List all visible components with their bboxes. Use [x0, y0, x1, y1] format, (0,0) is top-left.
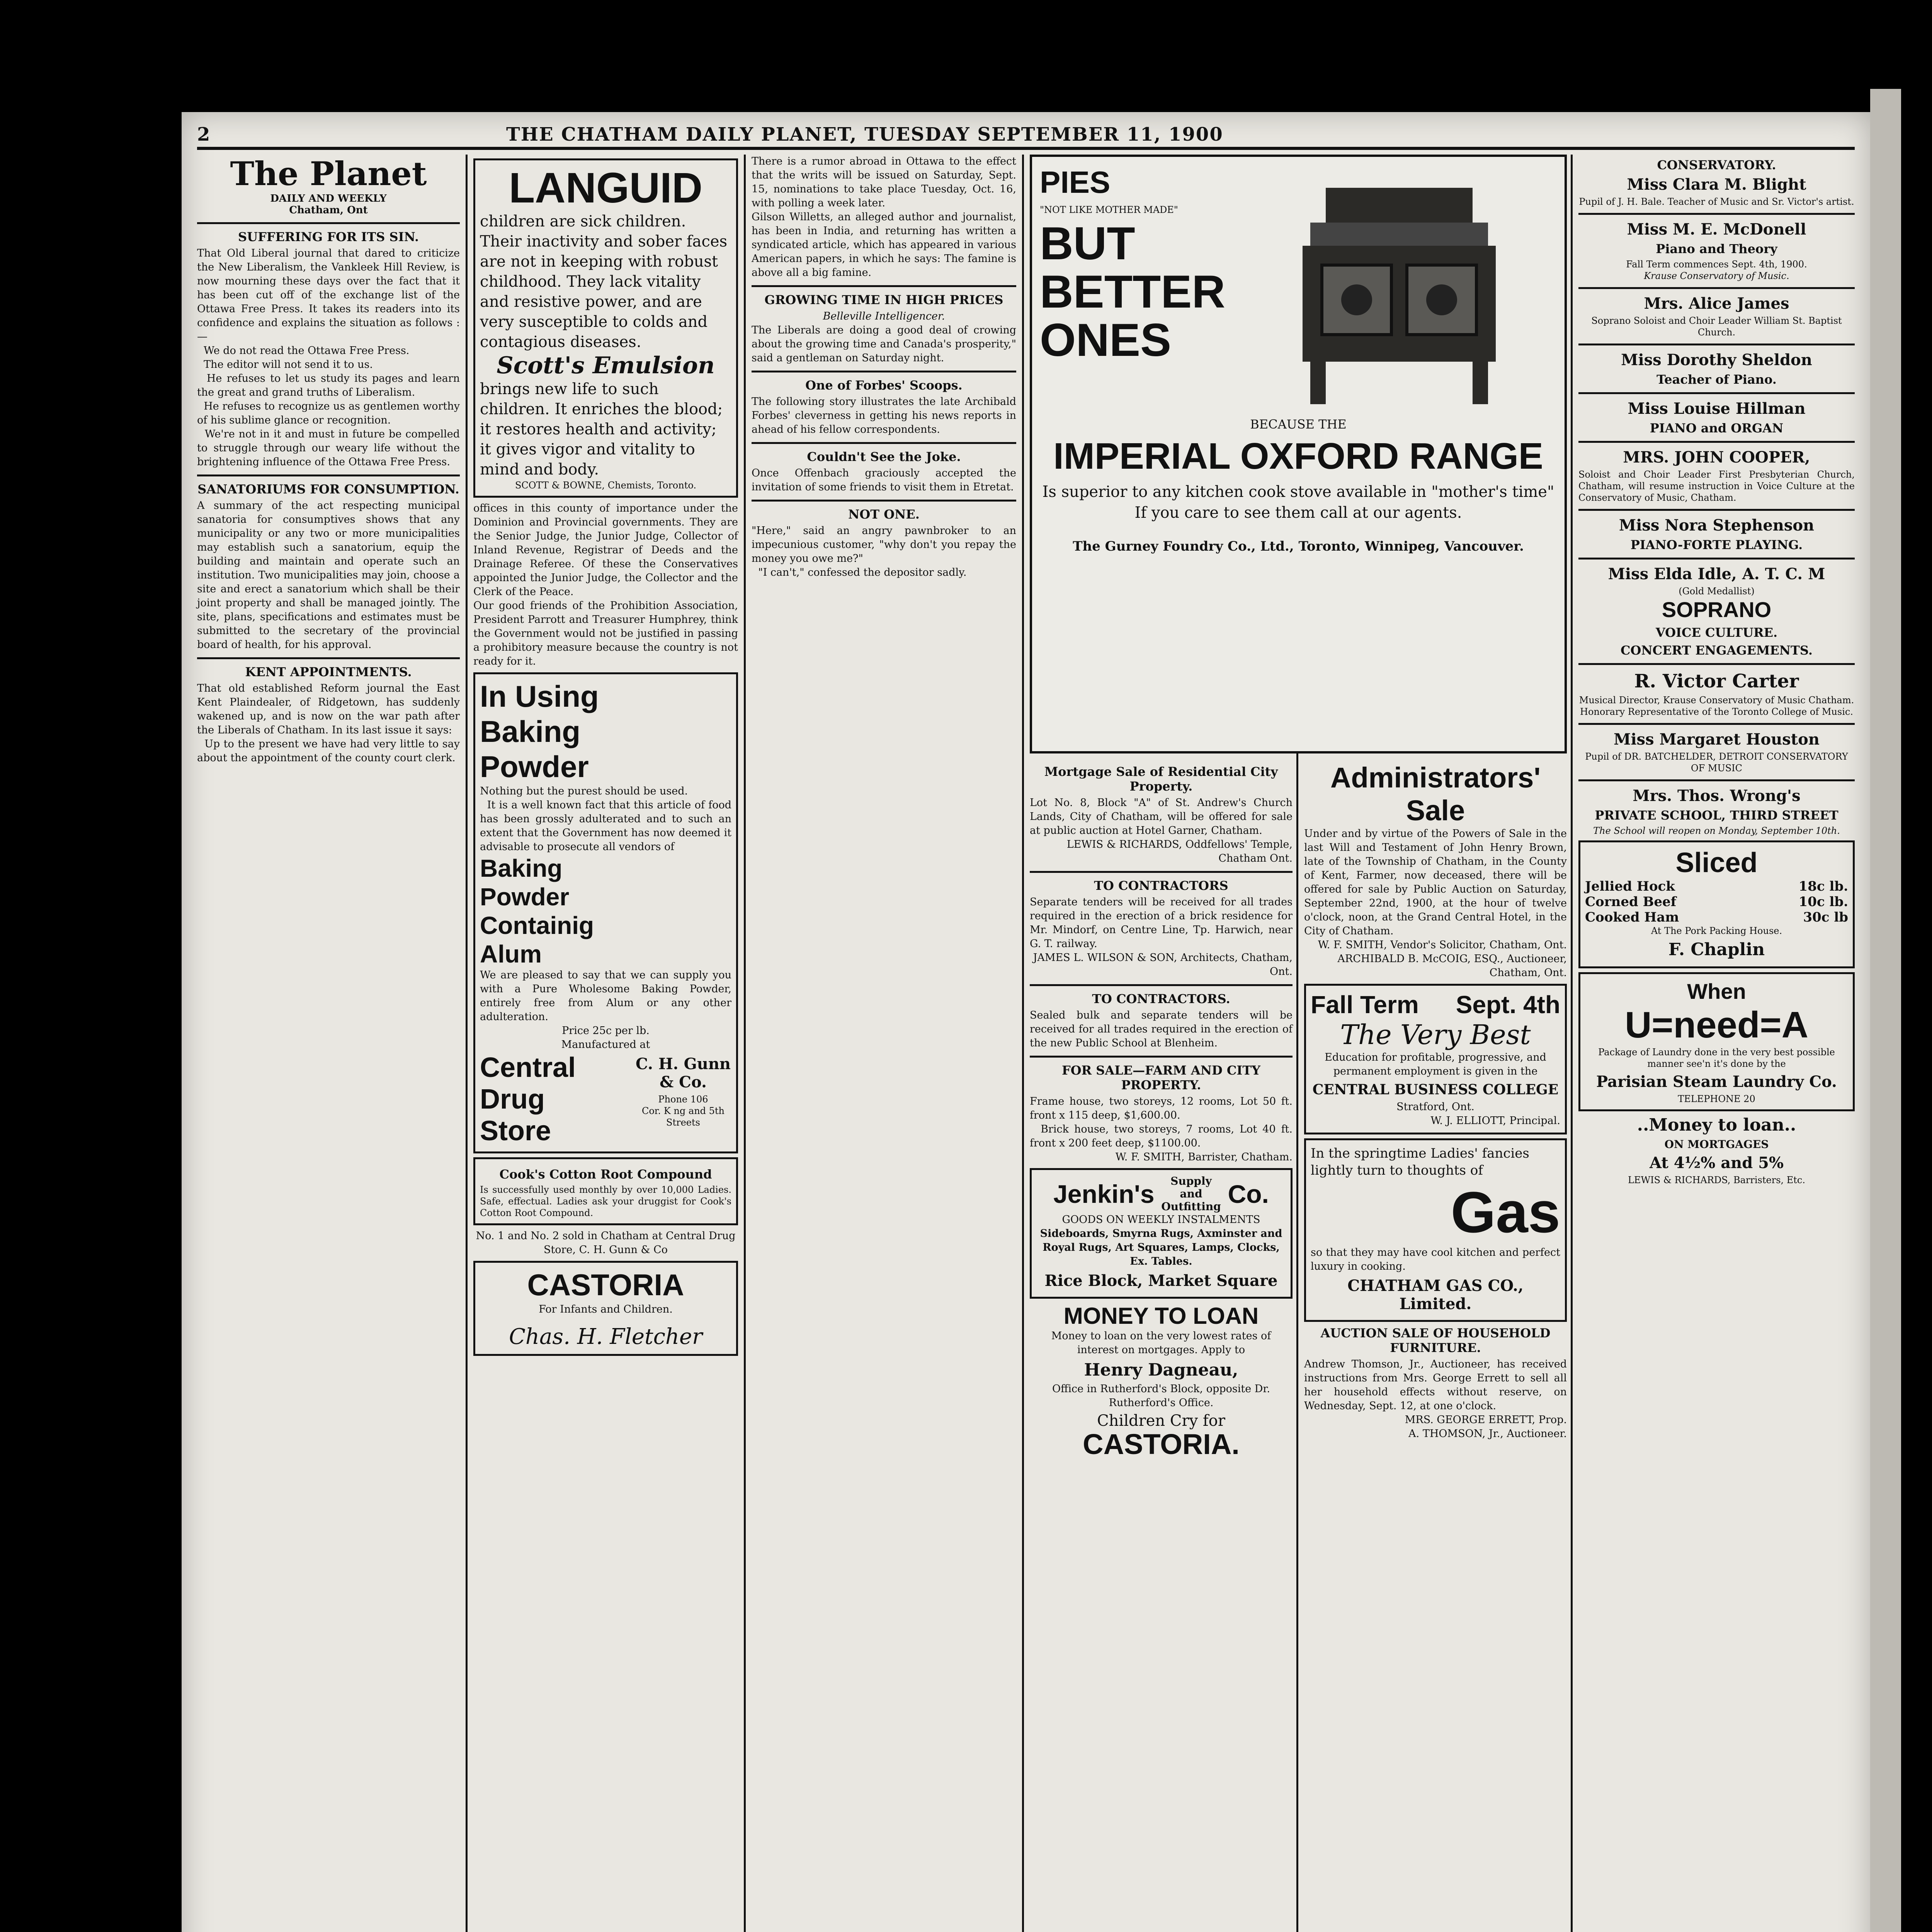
- teacher-name: Mrs. Alice James: [1644, 294, 1789, 313]
- article-body: The Liberals are doing a good deal of crowing about the growing time and Canada's prosperity," said a gentleman on Saturday night.: [752, 324, 1020, 364]
- signature: W. F. SMITH, Barrister, Chatham.: [1115, 1151, 1293, 1163]
- store-owner: C. H. Gunn & Co.: [635, 1055, 731, 1091]
- ad-footer: The Gurney Foundry Co., Ltd., Toronto, Winnipeg, Vancouver.: [1073, 539, 1524, 554]
- article-body: The following story illustrates the late Archibald Forbes' cleverness in getting his news reports in ahead of his fellow correspondents.: [752, 396, 1020, 435]
- article-body: Sealed bulk and separate tenders will be received for all trades required in the erection of the new Public School at Blenheim.: [1030, 1009, 1296, 1049]
- teacher-info: SOPRANO: [1662, 597, 1772, 622]
- ad-footer: Rice Block, Market Square: [1044, 1272, 1278, 1290]
- article-heading: Couldn't See the Joke.: [807, 449, 961, 464]
- ad-headline: Fall Term: [1311, 991, 1419, 1019]
- ad-name: CENTRAL BUSINESS COLLEGE: [1312, 1082, 1559, 1098]
- price-row: [1585, 894, 1848, 910]
- signature: MRS. GEORGE ERRETT, Prop.: [1405, 1414, 1567, 1426]
- ad-headline: IMPERIAL OXFORD RANGE: [1053, 435, 1543, 477]
- column-rule: [744, 155, 746, 1932]
- signature: A. THOMSON, Jr., Auctioneer.: [1408, 1428, 1567, 1440]
- ad-body: We are pleased to say that we can supply you with a Pure Wholesome Baking Powder, entirely free from Alum or any other adulteration.: [480, 969, 735, 1023]
- signature: W. J. ELLIOTT, Principal.: [1430, 1115, 1560, 1127]
- divider: [1578, 392, 1855, 394]
- item-price: 18c lb.: [1798, 879, 1848, 894]
- article-body: Frame house, two storeys, 12 rooms, Lot 50 ft. front x 115 deep, $1,600.00. Brick house, two storeys, 7 rooms, Lot 40 ft. front x 200 feet deep, $1100.00.: [1030, 1095, 1293, 1149]
- ad-phone: TELEPHONE 20: [1678, 1094, 1755, 1104]
- teacher-info: PIANO-FORTE PLAYING.: [1630, 537, 1803, 552]
- teacher-info: Pupil of J. H. Bale. Teacher of Music and Sr. Victor's artist.: [1579, 196, 1854, 207]
- ad-headline: Containig: [480, 912, 594, 939]
- article-body: Andrew Thomson, Jr., Auctioneer, has received instructions from Mrs. George Errett to sell all her household effects without reserve, on Wednesday, Sept. 12, at one o'clock.: [1304, 1358, 1570, 1412]
- ad-headline: At 4½% and 5%: [1650, 1154, 1784, 1172]
- divider: [1578, 663, 1855, 665]
- ad-headline: BETTER: [1040, 266, 1225, 318]
- teacher-info: CONCERT ENGAGEMENTS.: [1621, 643, 1813, 658]
- ad-body: so that they may have cool kitchen and perfect luxury in cooking.: [1311, 1247, 1564, 1272]
- cotton-root-ad: [473, 1157, 738, 1225]
- paper-title: The Planet: [230, 155, 427, 193]
- divider: [197, 474, 460, 476]
- teacher-info: (Gold Medallist): [1679, 586, 1755, 597]
- column-2: [473, 155, 742, 1932]
- ad-headline: LANGUID: [509, 164, 703, 212]
- column-5: [1304, 761, 1570, 1932]
- divider: [1578, 213, 1855, 215]
- ad-sub: GOODS ON WEEKLY INSTALMENTS: [1062, 1214, 1260, 1226]
- article-heading: SUFFERING FOR ITS SIN.: [238, 230, 419, 244]
- article-heading: NOT ONE.: [848, 507, 920, 522]
- ad-address: Office in Rutherford's Block, opposite Dr. Rutherford's Office.: [1052, 1383, 1274, 1409]
- baking-powder-ad: [473, 672, 738, 1153]
- article-body: Gilson Willetts, an alleged author and journalist, has been in India, and returning has written a syndicated article, which has appeared in various American papers, in which he says: The famine is above all a big famine.: [752, 211, 1020, 279]
- ad-headline: MONEY TO LOAN: [1063, 1303, 1259, 1329]
- article-heading: One of Forbes' Scoops.: [805, 378, 963, 393]
- article-body: Lot No. 8, Block "A" of St. Andrew's Church Lands, City of Chatham, will be offered for sale at public auction at Hotel Garner, Chatham.: [1030, 797, 1296, 837]
- article-heading: SANATORIUMS FOR CONSUMPTION.: [197, 482, 459, 497]
- divider: [752, 371, 1016, 372]
- article-heading: Mortgage Sale of Residential City Property.: [1044, 764, 1278, 794]
- ad-headline: Baking: [480, 854, 563, 882]
- teacher-info: PRIVATE SCHOOL, THIRD STREET: [1595, 808, 1838, 823]
- price-row: [1585, 879, 1848, 894]
- column-1: [197, 155, 463, 1932]
- divider: [1578, 723, 1855, 725]
- business-college-ad: [1304, 984, 1567, 1134]
- divider: [1578, 287, 1855, 289]
- teacher-name: MRS. JOHN COOPER,: [1623, 448, 1810, 466]
- ad-name: CHATHAM GAS CO., Limited.: [1347, 1277, 1524, 1313]
- ad-body: In the springtime Ladies' fancies lightly turn to thoughts of: [1311, 1146, 1534, 1178]
- store-name: Central: [480, 1052, 576, 1083]
- ad-price: Price 25c per lb.: [562, 1025, 650, 1037]
- teacher-name: Mrs. Thos. Wrong's: [1633, 787, 1801, 805]
- ad-note: Manufactured at: [561, 1039, 650, 1051]
- ad-name: F. Chaplin: [1668, 940, 1765, 959]
- ad-sub: BECAUSE THE: [1250, 417, 1347, 432]
- ad-body: Money to loan on the very lowest rates of interest on mortgages. Apply to: [1051, 1330, 1274, 1356]
- ad-headline: ONES: [1040, 314, 1172, 366]
- oxford-range-ad: [1030, 155, 1567, 753]
- ad-name: Henry Dagneau,: [1084, 1360, 1238, 1380]
- signature: ARCHIBALD B. McCOIG, ESQ., Auctioneer, Chatham, Ont.: [1337, 953, 1570, 979]
- price-row: [1585, 910, 1848, 925]
- ad-place: Stratford, Ont.: [1396, 1101, 1475, 1113]
- ad-sub: Supply and Outfitting: [1161, 1175, 1221, 1213]
- ad-note: At The Pork Packing House.: [1651, 925, 1782, 936]
- divider: [197, 657, 460, 659]
- ad-body: Education for profitable, progressive, and permanent employment is given in the: [1325, 1051, 1550, 1077]
- teacher-info: Musical Director, Krause Conservatory of Music Chatham. Honorary Representative of the Toronto College of Music.: [1579, 695, 1857, 717]
- ad-headline: Gas: [1451, 1180, 1560, 1245]
- teacher-info: Pupil of DR. BATCHELDER, DETROIT CONSERVATORY OF MUSIC: [1585, 751, 1851, 774]
- signature: LEWIS & RICHARDS, Barristers, Etc.: [1628, 1175, 1805, 1185]
- article-body: Once Offenbach graciously accepted the invitation of some friends to visit them in Etretat.: [752, 467, 1020, 493]
- ad-headline: PIES: [1040, 165, 1111, 199]
- store-name: Store: [480, 1116, 551, 1146]
- divider: [1578, 344, 1855, 345]
- divider: [1578, 441, 1855, 443]
- article-heading: GROWING TIME IN HIGH PRICES: [764, 293, 1003, 307]
- item-price: 30c lb: [1803, 910, 1848, 925]
- ad-headline: CASTORIA.: [1083, 1428, 1240, 1460]
- gas-ad: [1304, 1138, 1567, 1322]
- teacher-info: VOICE CULTURE.: [1655, 625, 1778, 640]
- divider: [1578, 509, 1855, 511]
- ad-body: brings new life to such children. It enriches the blood; it restores health and activity; it gives vigor and vitality to mind and body.: [480, 380, 728, 478]
- ad-body: Package of Laundry done in the very best possible manner see'n it's done by the: [1598, 1047, 1838, 1069]
- jenkins-ad: [1030, 1168, 1293, 1299]
- ad-headline: Powder: [480, 750, 589, 784]
- ad-headline: U=need=A: [1625, 1004, 1808, 1046]
- column-6: [1578, 155, 1858, 1932]
- ad-footer: SCOTT & BOWNE, Chemists, Toronto.: [515, 480, 697, 491]
- teacher-name: Miss Clara M. Blight: [1627, 175, 1806, 194]
- page-edge: [1870, 89, 1901, 1932]
- scotts-emulsion-ad: [473, 158, 738, 498]
- teacher-info: Fall Term commences Sept. 4th, 1900.: [1626, 259, 1807, 270]
- article-body: There is a rumor abroad in Ottawa to the effect that the writs will be issued on Saturday, Sept. 15, nominations to take place Tuesday, Oct. 16, with polling a week later.: [752, 155, 1020, 209]
- divider: [752, 500, 1016, 502]
- teacher-info: Teacher of Piano.: [1656, 372, 1777, 387]
- item-name: Cooked Ham: [1585, 910, 1679, 925]
- ad-headline: Powder: [480, 883, 570, 911]
- item-price: 10c lb.: [1798, 894, 1848, 910]
- ad-sub: ON MORTGAGES: [1664, 1138, 1769, 1151]
- item-name: Jellied Hock: [1585, 879, 1675, 894]
- divider: [1030, 871, 1293, 873]
- teacher-name: Miss M. E. McDonell: [1627, 220, 1806, 238]
- paper-subtitle: DAILY AND WEEKLY: [270, 193, 387, 204]
- paper-place: Chatham, Ont: [289, 204, 368, 216]
- ad-headline: Co.: [1228, 1179, 1269, 1208]
- signature: W. F. SMITH, Vendor's Solicitor, Chatham, Ont.: [1318, 939, 1567, 951]
- section-heading: CONSERVATORY.: [1657, 158, 1776, 172]
- article-body: That Old Liberal journal that dared to criticize the New Liberalism, the Vankleek Hill Review, is now mourning these days over the fact that it has been cut off of the exchange list of the Ottawa Free Press. It takes its readers into its confidence and explains the situation as follows :— We do not read the Ottawa Free Press. The editor will not send it to us. He refuses to let us study its pages and learn the great and grand truths of Liberalism. He refuses to recognize us as gentlemen worthy of his sublime glance or recognition. We're not in it and must in future be compelled to struggle through our weary life without the brightening influence of the Ottawa Free Press.: [197, 247, 460, 468]
- ad-headline: ..Money to loan..: [1637, 1115, 1796, 1135]
- article-body: That old established Reform journal the East Kent Plaindealer, of Ridgetown, has suddenly wakened up, and is now on the war path after the Liberals of Chatham. In its last issue it says: Up to the present we have had very little to say about the appointment of the county court clerk.: [197, 682, 460, 764]
- masthead-bar: [197, 124, 1855, 150]
- ad-headline: Cook's Cotton Root Compound: [499, 1167, 712, 1182]
- masthead: THE CHATHAM DAILY PLANET, TUESDAY SEPTEMBER 11, 1900: [506, 124, 1223, 145]
- ad-note: No. 1 and No. 2 sold in Chatham at Central Drug Store, C. H. Gunn & Co: [476, 1230, 739, 1256]
- ad-headline: Alum: [480, 940, 542, 968]
- divider: [197, 222, 460, 224]
- divider: [1578, 558, 1855, 560]
- ad-headline: Baking: [480, 714, 581, 748]
- signature: LEWIS & RICHARDS, Oddfellows' Temple, Chatham Ont.: [1066, 838, 1296, 864]
- article-body: Under and by virtue of the Powers of Sale in the last Will and Testament of John Henry Brown, late of the Township of Chatham, in the County of Kent, Farmer, now deceased, there will be offered for sale by Public Auction on Saturday, September 22nd, 1900, at the hour of twelve o'clock, noon, at the Grand Central Hotel, in the City of Chatham.: [1304, 828, 1570, 937]
- article-heading: TO CONTRACTORS: [1094, 878, 1228, 893]
- ad-headline: When: [1687, 979, 1746, 1003]
- ad-body: Is superior to any kitchen cook stove available in "mother's time" If you care to see them call at our agents.: [1042, 483, 1560, 522]
- column-4: [1030, 761, 1296, 1932]
- ad-body: Nothing but the purest should be used. It is a well known fact that this article of food has been grossly adulterated and to such an extent that the Government has now deemed it advisable to prosecute all vendors of: [480, 785, 731, 853]
- teacher-name: Miss Nora Stephenson: [1619, 516, 1815, 534]
- store-address: Cor. K ng and 5th Streets: [641, 1105, 725, 1128]
- teacher-info: Krause Conservatory of Music.: [1644, 270, 1789, 281]
- teacher-info: Piano and Theory: [1656, 242, 1777, 256]
- signature: Chas. H. Fletcher: [509, 1324, 702, 1349]
- article-body: "Here," said an angry pawnbroker to an impecunious customer, "why don't you repay the money you owe me?" "I can't," confessed the depositor sadly.: [752, 525, 1016, 578]
- column-rule: [1571, 155, 1573, 1932]
- ad-body: children are sick children. Their inactivity and sober faces are not in keeping with robust childhood. They lack vitality and resistive power, and are very susceptible to colds and contagious diseases.: [480, 213, 732, 351]
- ad-brand: Scott's Emulsion: [497, 352, 715, 379]
- ad-sub: "NOT LIKE MOTHER MADE": [1040, 204, 1178, 215]
- teacher-name: Miss Dorothy Sheldon: [1621, 351, 1812, 369]
- teacher-info: Soloist and Choir Leader First Presbyterian Church, Chatham, will resume instruction in Voice Culture at the Conservatory of Music, Chatham.: [1578, 469, 1858, 503]
- column-rule: [466, 155, 468, 1932]
- ad-headline: Sept. 4th: [1456, 991, 1560, 1019]
- divider: [1030, 1056, 1293, 1058]
- ad-headline: BUT: [1040, 218, 1135, 269]
- article-heading: TO CONTRACTORS.: [1092, 992, 1230, 1006]
- signature: JAMES L. WILSON & SON, Architects, Chatham, Ont.: [1033, 952, 1296, 978]
- teacher-name: Miss Margaret Houston: [1614, 730, 1820, 748]
- ad-body: Is successfully used monthly by over 10,000 Ladies. Safe, effectual. Ladies ask your druggist for Cook's Cotton Root Compound.: [480, 1184, 735, 1218]
- drug-store-block: [480, 1052, 731, 1147]
- ad-body: Sideboards, Smyrna Rugs, Axminster and Royal Rugs, Art Squares, Lamps, Clocks, Ex. Tables.: [1040, 1228, 1286, 1267]
- sliced-meats-ad: [1578, 840, 1855, 968]
- article-body: Separate tenders will be received for all trades required in the erection of a brick residence for Mr. Mindorf, on Centre Line, Tp. Harwich, near G. T. railway.: [1030, 896, 1296, 950]
- ad-headline: In Using: [480, 679, 599, 713]
- ad-headline: Administrators' Sale: [1330, 762, 1541, 827]
- stove-illustration: [1279, 165, 1557, 413]
- divider: [752, 442, 1016, 444]
- stove-icon: [1279, 172, 1519, 412]
- teacher-name: R. Victor Carter: [1634, 670, 1799, 692]
- ad-name: Parisian Steam Laundry Co.: [1596, 1073, 1837, 1091]
- article-source: Belleville Intelligencer.: [823, 310, 945, 322]
- column-rule: [1022, 155, 1024, 1932]
- ad-sub: For Infants and Children.: [539, 1303, 673, 1315]
- article-body: A summary of the act respecting municipal sanatoria for consumptives shows that any municipality or any two or more municipalities may establish such a sanatorium, equip the building and maintain and operate such an institution. Two municipalities may join, choose a site and erect a sanatorium which shall be their joint property and shall be managed jointly. The site, plans, specifications and estimates must be submitted to the secretary of the provincial board of health, for his approval.: [197, 500, 463, 651]
- item-name: Corned Beef: [1585, 894, 1677, 910]
- divider: [1030, 984, 1293, 986]
- article-heading: FOR SALE—FARM AND CITY PROPERTY.: [1061, 1063, 1261, 1092]
- divider: [1578, 779, 1855, 781]
- article-heading: AUCTION SALE OF HOUSEHOLD FURNITURE.: [1320, 1326, 1551, 1355]
- ad-headline: Jenkin's: [1053, 1179, 1155, 1208]
- teacher-info: The School will reopen on Monday, September 10th.: [1593, 825, 1840, 836]
- teacher-info: PIANO and ORGAN: [1650, 421, 1784, 435]
- castoria-ad: [473, 1261, 738, 1356]
- article-body: Our good friends of the Prohibition Association, President Parrott and Treasurer Humphrey, think the Government would not be justified in passing a prohibitory measure because the country is not ready for it.: [473, 600, 742, 667]
- teacher-name: Miss Louise Hillman: [1628, 400, 1806, 418]
- ad-sub: Children Cry for: [1097, 1412, 1225, 1430]
- newspaper-page: [182, 112, 1870, 1932]
- laundry-ad: [1578, 972, 1855, 1111]
- divider: [752, 285, 1016, 287]
- teacher-name: Miss Elda Idle, A. T. C. M: [1608, 565, 1825, 583]
- store-phone: Phone 106: [658, 1094, 708, 1105]
- article-heading: KENT APPOINTMENTS.: [245, 665, 412, 679]
- page-number: 2: [197, 124, 211, 145]
- ad-script: The Very Best: [1340, 1019, 1531, 1051]
- column-3: [752, 155, 1020, 1932]
- ad-headline: Sliced: [1675, 847, 1758, 878]
- store-name: Drug: [480, 1084, 545, 1115]
- teacher-info: Soprano Soloist and Choir Leader William St. Baptist Church.: [1591, 315, 1845, 338]
- article-body: offices in this county of importance under the Dominion and Provincial governments. They are the Senior Judge, the Junior Judge, Collector of Inland Revenue, Registrar of Deeds and the Drainage Referee. Of these the Conservatives appointed the Junior Judge, the Collector and the Clerk of the Peace.: [473, 502, 742, 598]
- ad-headline: CASTORIA: [527, 1268, 684, 1302]
